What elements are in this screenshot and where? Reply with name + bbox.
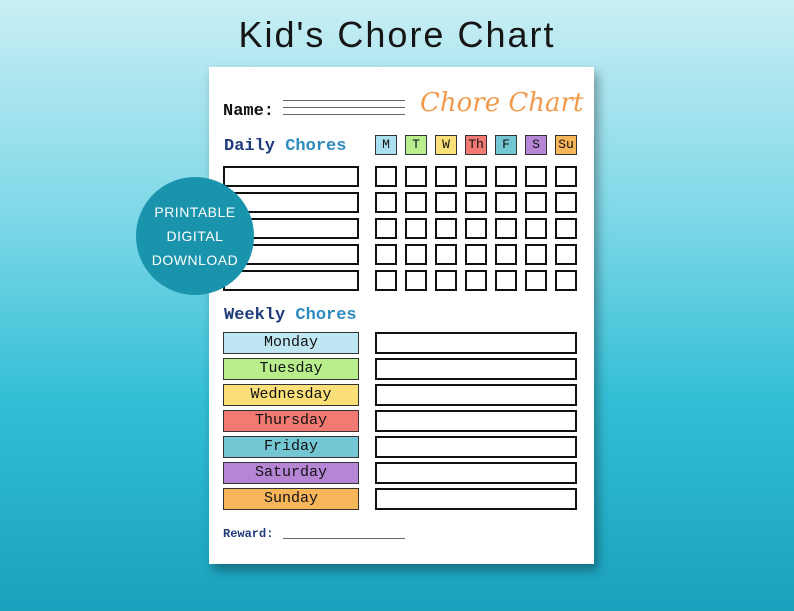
daily-checkbox[interactable]: [465, 244, 487, 265]
daily-checkbox[interactable]: [465, 218, 487, 239]
weekday-label: Tuesday: [223, 358, 359, 380]
daily-checkbox[interactable]: [555, 166, 577, 187]
weekly-word: Weekly: [224, 306, 286, 325]
daily-checkbox[interactable]: [555, 270, 577, 291]
badge-line-1: PRINTABLE: [154, 204, 236, 220]
daily-checkbox[interactable]: [405, 166, 427, 187]
daily-chore-field[interactable]: [223, 166, 359, 187]
day-header-row: [375, 135, 577, 155]
weekday-label: Sunday: [223, 488, 359, 510]
daily-checkbox[interactable]: [435, 270, 457, 291]
weekly-chore-field[interactable]: [375, 410, 577, 432]
daily-checkbox[interactable]: [465, 166, 487, 187]
daily-checkbox[interactable]: [495, 166, 517, 187]
weekly-chore-field[interactable]: [375, 332, 577, 354]
name-label: Name:: [223, 102, 275, 121]
daily-checkbox[interactable]: [405, 270, 427, 291]
daily-checkbox[interactable]: [525, 218, 547, 239]
daily-chore-field[interactable]: [223, 270, 359, 291]
daily-check-row: [375, 270, 577, 291]
weekday-label: Wednesday: [223, 384, 359, 406]
daily-checkbox[interactable]: [465, 192, 487, 213]
daily-check-row: [375, 218, 577, 239]
day-header-cell: W: [435, 135, 457, 155]
weekly-chores-word: Chores: [295, 306, 357, 325]
weekly-chore-field[interactable]: [375, 436, 577, 458]
daily-checkbox[interactable]: [495, 218, 517, 239]
day-header-cell: Th: [465, 135, 487, 155]
daily-checkbox[interactable]: [435, 192, 457, 213]
daily-checkbox[interactable]: [375, 244, 397, 265]
weekly-chore-field[interactable]: [375, 462, 577, 484]
badge-line-3: DOWNLOAD: [151, 252, 239, 268]
daily-checkbox[interactable]: [375, 218, 397, 239]
day-header-cell: F: [495, 135, 517, 155]
daily-checkbox[interactable]: [555, 244, 577, 265]
daily-checkbox[interactable]: [525, 270, 547, 291]
day-header-cell: M: [375, 135, 397, 155]
weekday-label: Saturday: [223, 462, 359, 484]
daily-check-row: [375, 192, 577, 213]
weekday-label: Friday: [223, 436, 359, 458]
daily-check-row: [375, 244, 577, 265]
weekly-chore-field[interactable]: [375, 488, 577, 510]
daily-checkbox[interactable]: [405, 192, 427, 213]
daily-checkbox[interactable]: [375, 166, 397, 187]
daily-checkbox[interactable]: [525, 244, 547, 265]
daily-chores-word: Chores: [285, 137, 347, 156]
daily-checkbox[interactable]: [555, 192, 577, 213]
weekday-label: Thursday: [223, 410, 359, 432]
daily-checkbox[interactable]: [435, 244, 457, 265]
daily-checkbox[interactable]: [465, 270, 487, 291]
weekly-chores-title: [224, 306, 357, 325]
day-header-cell: S: [525, 135, 547, 155]
daily-checkbox[interactable]: [555, 218, 577, 239]
daily-checkbox[interactable]: [375, 270, 397, 291]
page-title: Kid's Chore Chart: [238, 14, 556, 55]
daily-checkbox[interactable]: [405, 218, 427, 239]
reward-label: Reward:: [223, 527, 274, 541]
daily-checkbox[interactable]: [495, 192, 517, 213]
badge-line-2: DIGITAL: [166, 228, 224, 244]
daily-checkbox[interactable]: [435, 166, 457, 187]
weekday-label: Monday: [223, 332, 359, 354]
daily-check-row: [375, 166, 577, 187]
daily-checkbox[interactable]: [495, 270, 517, 291]
reward-write-line: [283, 538, 405, 539]
day-header-cell: T: [405, 135, 427, 155]
chore-chart-script-title: Chore Chart: [420, 88, 584, 118]
weekly-chore-field[interactable]: [375, 384, 577, 406]
name-write-lines: [283, 100, 405, 121]
printable-download-badge: [136, 177, 254, 295]
daily-checkbox[interactable]: [525, 166, 547, 187]
weekly-chore-field[interactable]: [375, 358, 577, 380]
daily-checkbox[interactable]: [435, 218, 457, 239]
daily-word: Daily: [224, 137, 276, 156]
daily-chores-title: [224, 137, 346, 156]
daily-checkbox[interactable]: [405, 244, 427, 265]
daily-checkbox[interactable]: [525, 192, 547, 213]
daily-checkbox[interactable]: [375, 192, 397, 213]
daily-checkbox[interactable]: [495, 244, 517, 265]
day-header-cell: Su: [555, 135, 577, 155]
